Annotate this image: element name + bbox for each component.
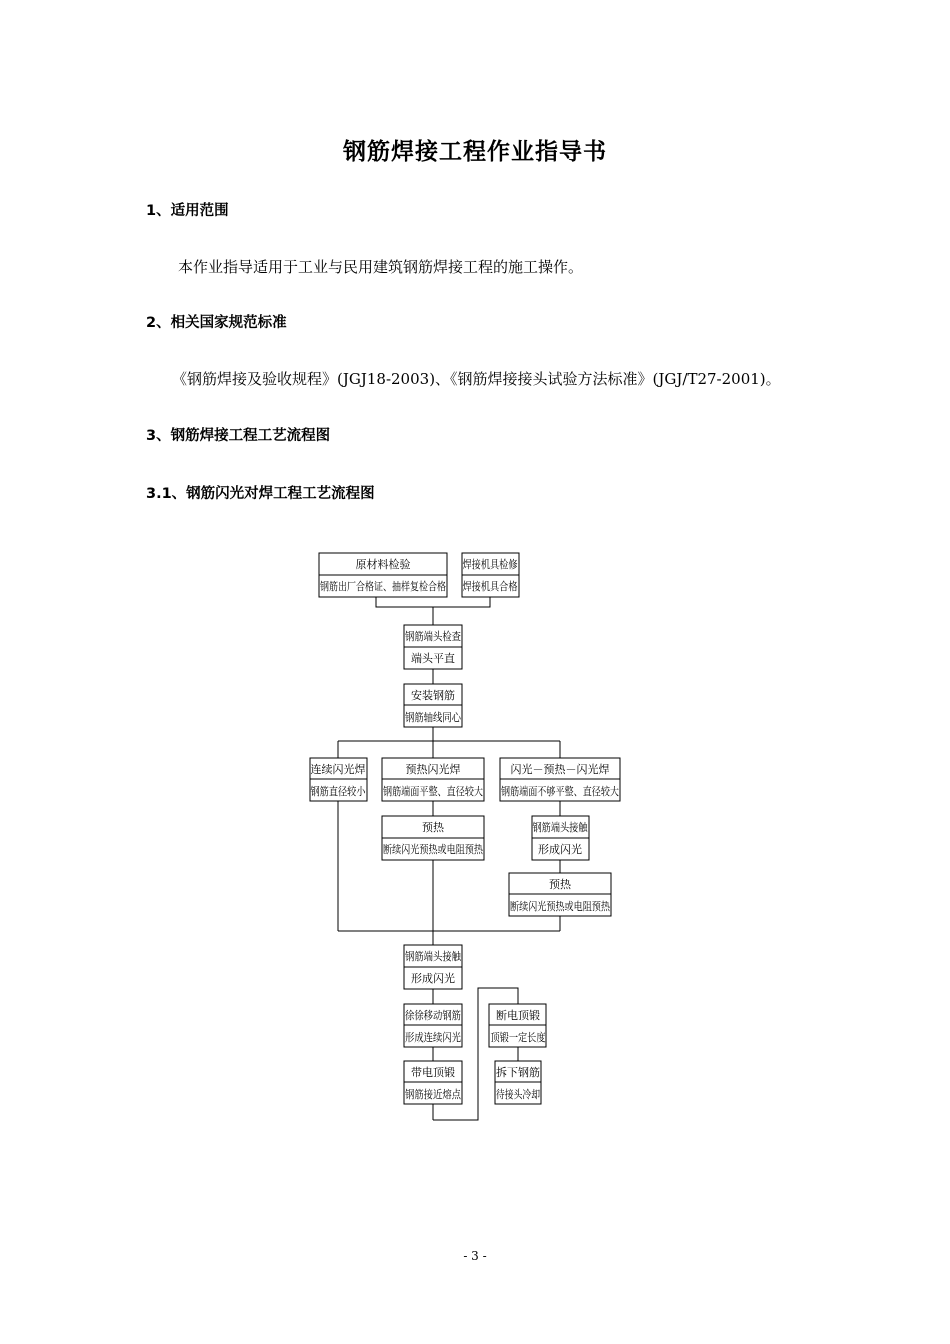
box-upset-on-top: 带电顶锻	[411, 1066, 455, 1079]
box-install	[404, 684, 471, 727]
box-contact-a-top: 钢筋端头接触	[532, 821, 599, 834]
box-upset-off	[489, 1004, 557, 1047]
box-equipment-check-top: 焊接机具检修	[462, 558, 529, 571]
page-number: - 3 -	[463, 1249, 487, 1263]
box-move	[404, 1004, 471, 1047]
box-install-top: 安装钢筋	[411, 689, 455, 702]
box-preheat-a-top: 预热	[422, 821, 444, 834]
box-move-top: 徐徐移动钢筋	[405, 1009, 471, 1022]
box-continuous-bottom: 钢筋直径较小	[310, 785, 377, 798]
box-preheat-flash-top: 预热闪光焊	[405, 763, 461, 776]
box-end-check-top: 钢筋端头检查	[405, 630, 471, 643]
box-upset-off-top: 断电顶锻	[496, 1009, 540, 1022]
box-material-check	[319, 553, 474, 597]
box-end-check-bottom: 端头平直	[411, 652, 455, 665]
box-contact-b-bottom: 形成闪光	[411, 972, 455, 985]
box-contact-a	[532, 816, 599, 860]
box-preheat-b-bottom: 断续闪光预热或电阻预热	[510, 900, 631, 913]
box-material-check-top: 原材料检验	[355, 558, 411, 571]
box-end-check	[404, 625, 471, 669]
box-move-bottom: 形成连续闪光	[405, 1031, 471, 1044]
box-contact-b	[404, 945, 471, 989]
box-preheat-b	[509, 873, 631, 916]
page-title: 钢筋焊接工程作业指导书	[343, 139, 607, 165]
box-flash-preheat-flash-bottom: 钢筋端面不够平整、直径较大	[501, 785, 644, 798]
box-preheat-a	[382, 816, 504, 860]
section-1-heading: 1、适用范围	[146, 203, 229, 219]
box-remove	[495, 1061, 551, 1104]
box-upset-on	[404, 1061, 471, 1104]
box-upset-off-bottom: 顶锻一定长度	[490, 1031, 557, 1044]
box-material-check-bottom: 钢筋出厂合格证、抽样复检合格	[320, 580, 474, 593]
section-3-1-heading: 3.1、钢筋闪光对焊工程工艺流程图	[146, 486, 375, 502]
box-preheat-b-top: 预热	[549, 878, 571, 891]
box-flash-preheat-flash-top: 闪光－预热－闪光焊	[510, 763, 610, 776]
box-equipment-check-bottom: 焊接机具合格	[462, 580, 529, 593]
box-upset-on-bottom: 钢筋接近熔点	[405, 1088, 471, 1101]
box-preheat-flash-bottom: 钢筋端面平整、直径较大	[383, 785, 504, 798]
box-remove-top: 拆下钢筋	[496, 1066, 540, 1079]
box-remove-bottom: 待接头冷却	[496, 1088, 551, 1101]
box-preheat-a-bottom: 断续闪光预热或电阻预热	[383, 843, 504, 856]
section-1-text: 本作业指导适用于工业与民用建筑钢筋焊接工程的施工操作。	[178, 258, 584, 276]
section-2-text: 《钢筋焊接及验收规程》(JGJ18-2003)、《钢筋焊接接头试验方法标准》(JGJ/T27-2001)。	[172, 370, 781, 388]
box-contact-a-bottom: 形成闪光	[538, 843, 582, 856]
box-contact-b-top: 钢筋端头接触	[405, 950, 471, 963]
section-2-heading: 2、相关国家规范标准	[146, 315, 287, 331]
box-continuous	[310, 758, 377, 801]
box-equipment-check	[462, 553, 529, 597]
section-3-heading: 3、钢筋焊接工程工艺流程图	[146, 428, 331, 444]
box-flash-preheat-flash	[500, 758, 644, 801]
box-install-bottom: 钢筋轴线同心	[405, 711, 471, 724]
box-preheat-flash	[382, 758, 504, 801]
box-continuous-top: 连续闪光焊	[310, 763, 366, 776]
